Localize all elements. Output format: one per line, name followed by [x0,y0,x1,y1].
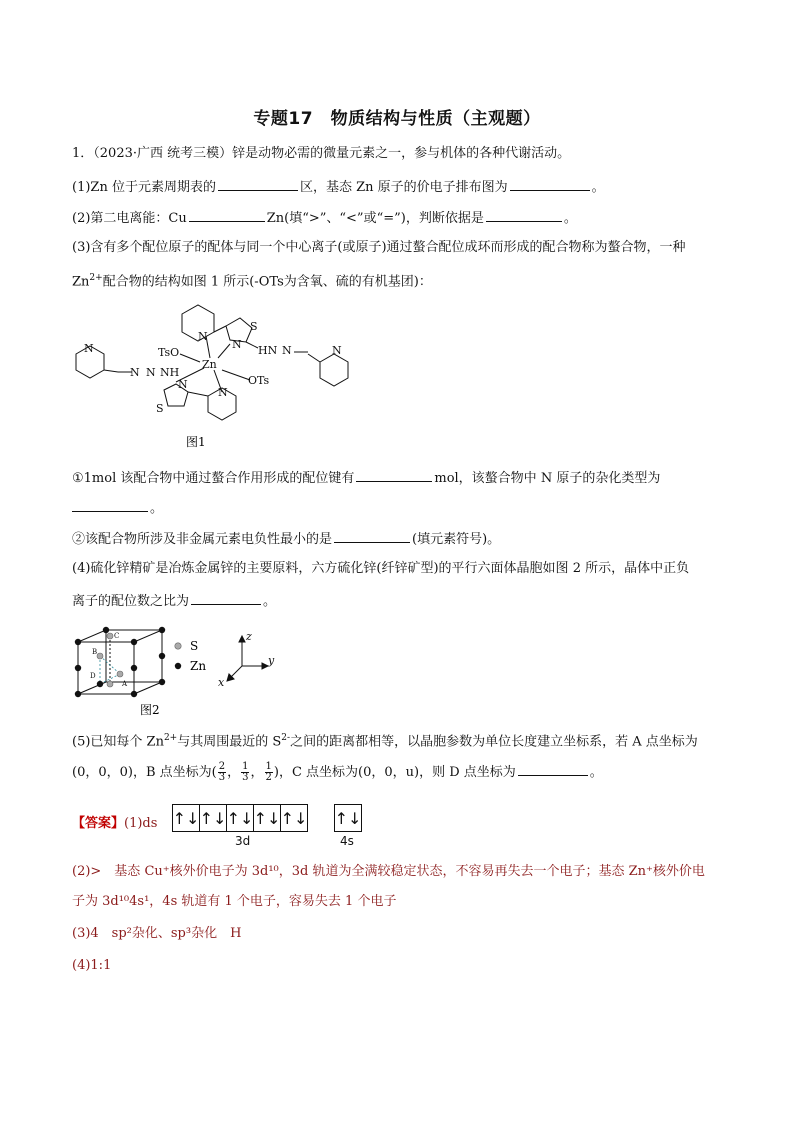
part-5-text-d: (0，0，0)，B 点坐标为( [72,765,217,780]
part-1-text-b: 区，基态 Zn 原子的价电子排布图为 [299,180,508,195]
orbital-box: ↑↓ [254,805,281,831]
answer-tag: 【答案】 [72,816,125,831]
answer-2-line-2: 子为 3d¹⁰4s¹，4s 轨道有 1 个电子，容易失去 1 个电子 [72,894,397,909]
part-1-text-a: (1)Zn 位于元素周期表的 [72,180,216,195]
orbital-box: ↑↓ [280,808,308,828]
orbital-box: ↑↓ [200,805,227,831]
atom-zn: Zn [202,358,217,371]
fraction: $\frac{2}{3}$ [218,761,226,783]
part-2 [72,207,577,229]
sub-2-text-a: ②该配合物所涉及非金属元素电负性最小的是 [72,532,333,547]
part-5-text-a: (5)已知每个 Zn [72,734,164,750]
part-5-text-b: 与其周围最近的 S [177,734,282,750]
atom-n: N [332,344,342,357]
figure-1-label: 图1 [186,435,206,449]
answer-blank[interactable] [189,207,265,222]
axis-x-label: x [218,676,225,689]
answer-blank[interactable] [486,207,562,222]
s-charge: 2- [281,733,291,743]
atom-ots: OTs [248,374,270,387]
part-1-text-c: 。 [591,180,605,195]
answer-2-line-1: (2)> 基态 Cu⁺核外价电子为 3d¹⁰，3d 轨道为全满较稳定状态，不容易再失去一个电子；基态 Zn⁺核外价电 [72,864,705,879]
atom-hn: HN [258,344,278,357]
atom-n: N [218,386,228,399]
point-b: B [92,648,98,656]
legend-zn: Zn [190,659,207,673]
part-5-text-f: 。 [589,765,603,780]
part-5-line-1 [72,728,698,752]
orbital-box: ↑↓ [227,805,254,831]
answer-blank[interactable] [218,176,298,191]
atom-n: N [146,366,156,379]
page-title: 专题17 物质结构与性质（主观题） [253,109,541,129]
atom-tso: TsO [158,346,180,359]
answer-blank[interactable] [334,528,410,543]
atom-n: N [130,366,140,379]
atom-s: S [156,402,164,415]
atom-s: S [250,320,258,333]
part-1 [72,176,605,198]
answer-blank[interactable] [72,497,148,512]
sub-2-text-b: (填元素符号)。 [412,532,501,547]
part-4-line-1: (4)硫化锌精矿是冶炼金属锌的主要原料，六方硫化锌(纤锌矿型)的平行六面体晶胞如图 2 所示，晶体中正负 [72,561,690,576]
part-5-text-c: 之间的距离都相等，以晶胞参数为单位长度建立坐标系，若 A 点坐标为 [290,734,698,750]
figure-2-unit-cell [70,624,290,720]
fraction: $\frac{1}{3}$ [242,761,249,783]
axis-z-label: z [246,630,252,643]
legend-s: S [190,639,199,653]
sub-question-1-cont [72,497,163,519]
part-3-line-1: (3)含有多个配位原子的配体与同一个中心离子(或原子)通过螯合配位成环而形成的配合物称为螯合物，一种 [72,240,686,255]
sub-1-text-a: ①1mol 该配合物中通过螯合作用形成的配位键有 [72,471,355,486]
point-c: C [114,632,120,640]
answer-blank[interactable] [510,176,590,191]
answer-3: (3)4 sp²杂化、sp³杂化 H [72,926,242,941]
orbital-3d-label: 3d [235,834,251,848]
question-number: 1． [72,146,94,161]
orbital-4s [334,804,362,832]
answer-blank[interactable] [191,590,261,605]
atom-n: N [84,342,94,355]
orbital-box: ↑↓ [173,805,200,831]
part-4-text-b: 。 [263,594,277,609]
sub-1-text-c: 。 [150,501,164,516]
question-intro-text: 锌是动物必需的微量元素之一，参与机体的各种代谢活动。 [232,146,571,161]
orbital-4s-label: 4s [340,834,354,848]
part-4-line-2 [72,590,276,612]
answer-blank[interactable] [518,761,588,776]
part-3-line-2 [72,268,432,292]
part-5-line-2: (0，0，0)，B 点坐标为( $\frac{2}{3}$ ， $\frac{1}{3}$ ， $\frac{1}{2}$ )，C 点坐标为(0，0，u)，则 D 点坐标为 。 [72,761,603,783]
part-4-text-a: 离子的配位数之比为 [72,594,190,609]
orbital-box: ↑↓ [334,808,362,828]
point-d: D [90,672,96,680]
atom-n: N [198,330,208,343]
answer-blank[interactable] [356,467,432,482]
part-2-text-b: Zn(填“>”、“<”或“=”)，判断依据是 [266,211,484,226]
zn-ion: Zn [72,274,90,290]
figure-1-structure [72,292,372,452]
atom-n: N [178,378,188,391]
answer-1 [72,814,157,834]
answer-4: (4)1:1 [72,958,112,973]
question-source: （2023·广西 统考三模） [93,146,233,161]
zn-charge: 2+ [163,733,178,743]
atom-n: N [282,344,292,357]
question-intro [72,144,570,164]
sub-1-text-b: mol，该螯合物中 N 原子的杂化类型为 [434,471,661,486]
part-2-text-c: 。 [563,211,577,226]
zn-charge: 2+ [89,273,103,283]
sub-question-2 [72,528,500,550]
part-2-text-a: (2)第二电离能：Cu [72,211,187,226]
sub-question-1 [72,467,660,489]
axis-y-label: y [268,654,275,667]
part-5-text-e: )，C 点坐标为(0，0，u)，则 D 点坐标为 [273,765,516,780]
atom-n: N [232,338,242,351]
point-a: A [122,680,128,688]
orbital-3d [172,804,308,832]
figure-2-label: 图2 [140,703,160,717]
atom-nh: NH [160,366,180,379]
answer-1-text: (1)ds [124,816,158,831]
part-3-line-2-text: 配合物的结构如图 1 所示(-OTs为含氧、硫的有机基团)： [102,274,432,290]
fraction: $\frac{1}{2}$ [265,761,272,783]
